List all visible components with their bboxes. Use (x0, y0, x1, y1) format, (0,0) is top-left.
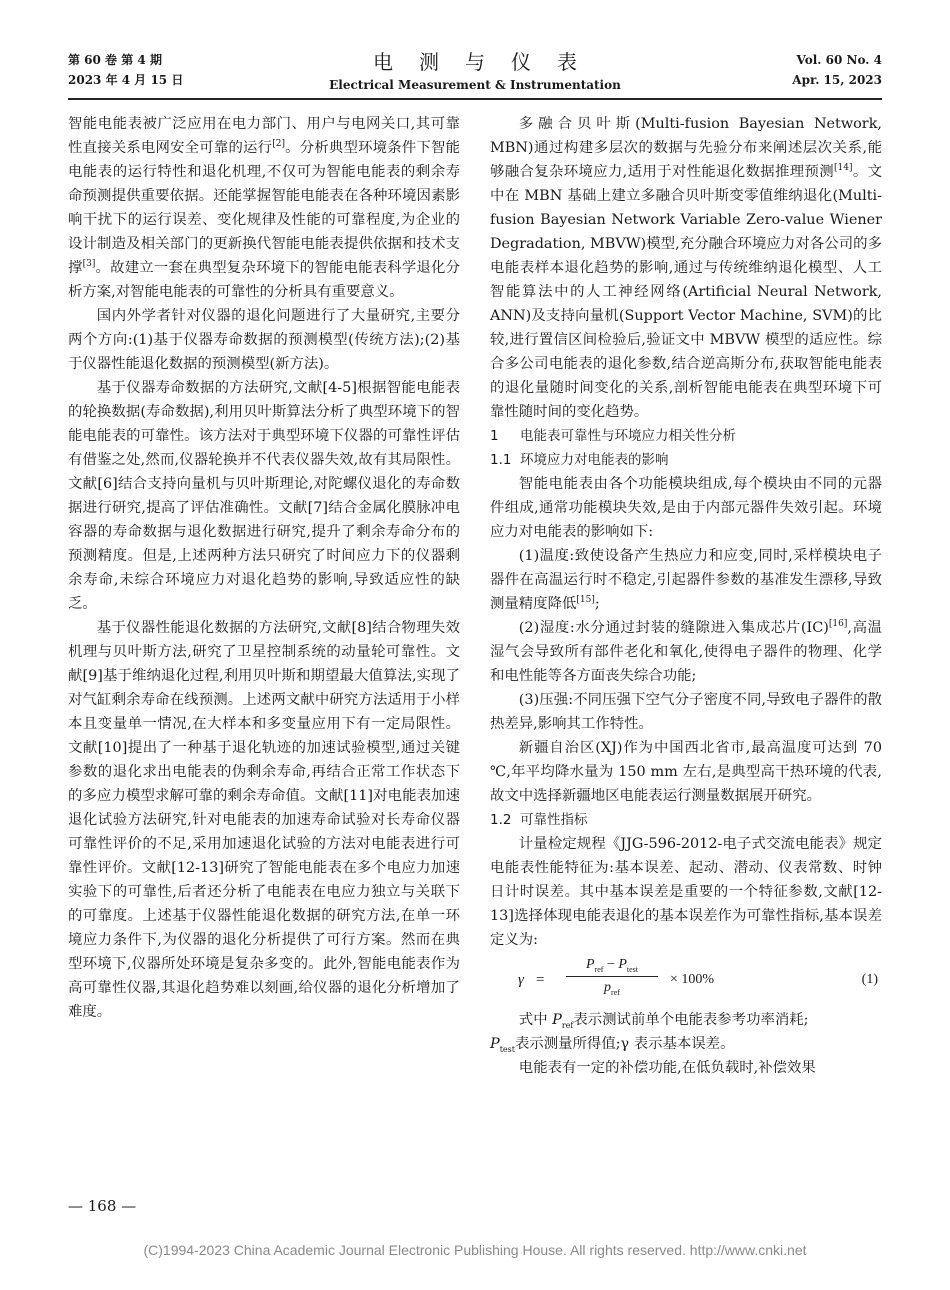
paragraph: 式中 $P_{ref}$表示测试前单个电能表参考功率消耗; (518, 1012, 809, 1030)
copyright-notice: (C)1994-2023 China Academic Journal Electronic Publishing House. All rights reserved. http://www.cnki.net (143, 1242, 807, 1258)
citation: [3] (82, 259, 96, 270)
section-heading-1-1: 1.1 环境应力对电能表的影响 (490, 452, 669, 468)
paragraph: 国内外学者针对仪器的退化问题进行了大量研究,主要分两个方向:(1)基于仪器寿命数据的预测模型(传统方法);(2)基于仪器性能退化数据的预测模型(新方法)。 (68, 308, 460, 372)
paragraph: 计量检定规程《JJG-596-2012-电子式交流电能表》规定电能表性能特征为:基本误差、起动、潜动、仪表常数、时钟日计时误差。其中基本误差是重要的一个特征参数,文献[12-13]选择体现电能表退化的基本误差作为可靠性指标,基本误差定义为: (490, 836, 882, 948)
volume-issue: 第 60 卷 第 4 期 (68, 53, 162, 67)
publication-date-en: Apr. 15, 2023 (792, 73, 882, 87)
formula-equals: = (536, 972, 545, 988)
paragraph: 基于仪器性能退化数据的方法研究,文献[8]结合物理失效机理与贝叶斯方法,研究了卫星控制系统的动量轮可靠性。文献[9]基于维纳退化过程,利用贝叶斯和期望最大值算法,实现了对气缸剩余寿命在线预测。上述两文献中研究方法适用于小样本且变量单一情况,在大样本和多变量应用下有一定局限性。文献[10]提出了一种基于退化轨迹的加速试验模型,通过关键参数的退化求出电能表的伪剩余寿命,再结合正常工作状态下的多应力模型求解可靠的剩余寿命值。文献[11]对电能表加速退化试验方法研究,针对电能表的加速寿命试验对长寿命仪器可靠性评价的不足,采用加速退化试验的方法对电能表进行可靠性评价。文献[12-13]研究了智能电能表在多个电应力加速实验下的可靠性,后者还分析了电能表在电应力独立与关联下的可靠度。上述基于仪器性能退化数据的研究方法,在单一环境应力条件下,为仪器的退化分析提供了可行方案。然而在典型环境下,仪器所处环境是复杂多变的。此外,智能电能表作为高可靠性仪器,其退化趋势难以刻画,给仪器的退化分析增加了难度。 (68, 620, 460, 1020)
paragraph: 基于仪器寿命数据的方法研究,文献[4-5]根据智能电能表的轮换数据(寿命数据),利用贝叶斯算法分析了典型环境下的智能电能表的可靠性。该方法对于典型环境下仪器的可靠性评估有借鉴之处,然而,仪器轮换并不代表仪器失效,故有其局限性。文献[6]结合支持向量机与贝叶斯理论,对陀螺仪退化的寿命数据进行研究,提高了评估准确性。文献[7]结合金属化膜脉冲电容器的寿命数据与退化数据进行研究,提升了剩余寿命分布的预测精度。但是,上述两种方法只研究了时间应力下的仪器剩余寿命,未综合环境应力对退化趋势的影响,导致适应性的缺乏。 (68, 380, 460, 612)
paragraph: 新疆自治区(XJ)作为中国西北省市,最高温度可达到 70 ℃,年平均降水量为 150 mm 左右,是典型高干热环境的代表,故文中选择新疆地区电能表运行测量数据展开研究。 (490, 740, 882, 804)
paragraph: 多融合贝叶斯(Multi-fusion Bayesian Network, MBN)通过构建多层次的数据与先验分布来阐述层次关系,能够融合复杂环境应力,适用于对性能退化数据推理预测[14]。文中在 MBN 基础上建立多融合贝叶斯变零值维纳退化(Multi-fusion Bayesian Network Variable Zero-value Wiener Degradation, MBVW)模型,充分融合环境应力对各公司的多电能表样本退化趋势的影响,通过与传统维纳退化模型、人工智能算法中的人工神经网络(Artificial Neural Network, ANN)及支持向量机(Support Vector Machine, SVM)的比较,进行置信区间检验后,验证文中 MBVW 模型的适应性。综合多公司电能表的退化参数,结合逆高斯分布,获取智能电能表的退化量随时间变化的关系,剖析智能电能表在典型环境下可靠性随时间的变化趋势。 (490, 116, 882, 420)
formula-fraction (560, 954, 664, 999)
citation: [2] (272, 139, 285, 150)
journal-title-en: Electrical Measurement & Instrumentation (329, 78, 621, 92)
citation: [14] (834, 163, 853, 174)
section-heading-1-2: 1.2 可靠性指标 (490, 812, 588, 828)
page-header (68, 50, 882, 96)
journal-title-block (68, 50, 882, 94)
left-column (68, 112, 460, 1024)
page-number: — 168 — (68, 1197, 137, 1215)
right-column (490, 112, 882, 1080)
formula-rest: × 100% (670, 972, 715, 987)
formula-numerator: $P_{ref} - P_{test}$ (585, 957, 639, 974)
publication-date-cn: 2023 年 4 月 15 日 (68, 73, 184, 87)
citation: [15] (576, 595, 595, 606)
equation-number: (1) (861, 972, 878, 987)
paragraph: $P_{test}$表示测量所得值;γ 表示基本误差。 (490, 1036, 735, 1054)
paragraph: (3)压强:不同压强下空气分子密度不同,导致电子器件的散热差异,影响其工作特性。 (490, 692, 882, 732)
paragraph: 智能电能表被广泛应用在电力部门、用户与电网关口,其可靠性直接关系电网安全可靠的运行[2]。分析典型环境条件下智能电能表的运行特性和退化机理,不仅可为智能电能表的剩余寿命预测提供重要依据。还能掌握智能电能表在各种环境因素影响干扰下的运行误差、变化规律及性能的可靠程度,为企业的设计制造及相关部门的更新换代智能电能表提供依据和技术支撑[3]。故建立一套在典型复杂环境下的智能电能表科学退化分析方案,对智能电能表的可靠性的分析具有重要意义。 (68, 116, 460, 300)
formula-denominator: $p_{ref}$ (604, 980, 620, 997)
paragraph: 智能电能表由各个功能模块组成,每个模块由不同的元器件组成,通常功能模块失效,是由于内部元器件失效引起。环境应力对电能表的影响如下: (490, 476, 882, 540)
equation-1 (490, 954, 882, 1004)
paragraph: (1)温度:致使设备产生热应力和应变,同时,采样模块电子器件在高温运行时不稳定,引起器件参数的基准发生漂移,导致测量精度降低[15]; (490, 548, 882, 612)
journal-issue-info-en (792, 50, 882, 90)
paragraph: (2)湿度:水分通过封装的缝隙进入集成芯片(IC)[16],高温湿气会导致所有部件老化和氧化,使得电子器件的物理、化学和电性能等各方面丧失综合功能; (490, 619, 882, 684)
journal-title-cn: 电测与仪表 (373, 50, 603, 74)
section-heading-1: 1 电能表可靠性与环境应力相关性分析 (490, 428, 736, 444)
volume-issue-en: Vol. 60 No. 4 (796, 53, 882, 67)
citation: [16] (828, 619, 848, 630)
formula-lhs: γ (518, 972, 524, 988)
paragraph: 电能表有一定的补偿功能,在低负载时,补偿效果 (518, 1060, 816, 1076)
header-rule (68, 98, 882, 100)
